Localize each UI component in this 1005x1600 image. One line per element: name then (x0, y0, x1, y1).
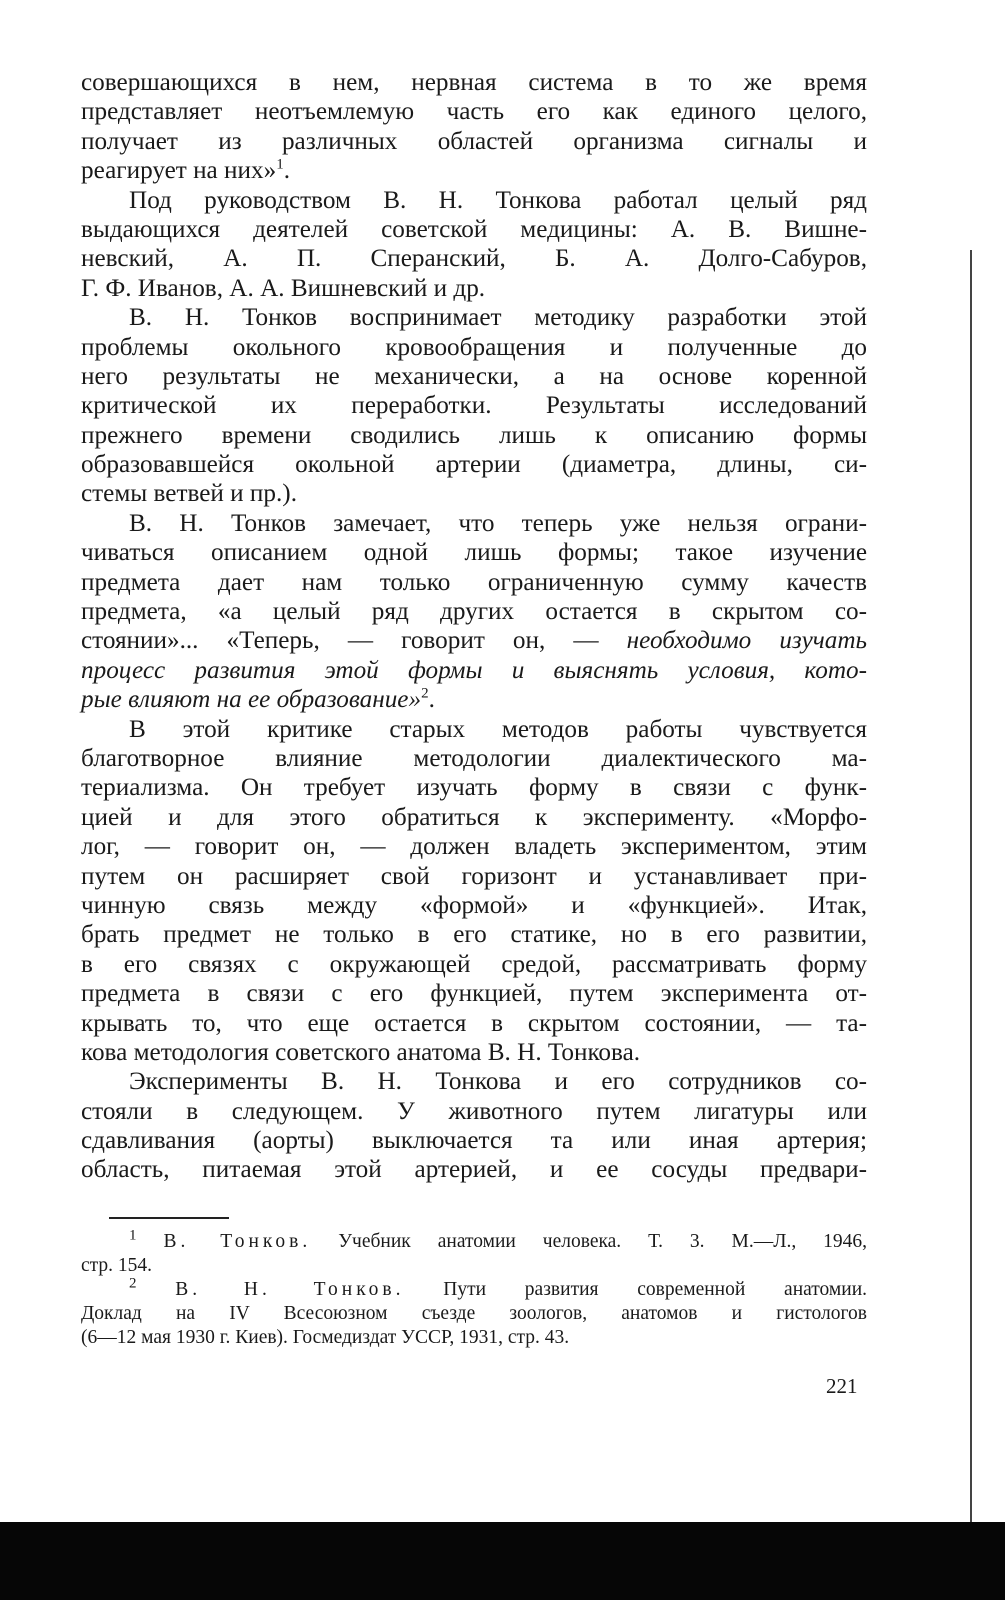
line-text: выдающихся деятелей советской медицины: А. В. Вишне- (81, 215, 867, 243)
line-text: сдавливания (аорты) выключается та или иная артерия; (81, 1127, 867, 1155)
text-line (81, 597, 867, 626)
text-line (81, 773, 867, 802)
line-text: лог, — говорит он, — должен владеть экспериментом, этим (81, 833, 867, 861)
scan-bottom-border (0, 1522, 1005, 1600)
line-text: образовавшейся окольной артерии (диаметра, длины, си- (81, 451, 867, 479)
line-text: проблемы окольного кровообращения и полученные до (81, 333, 867, 361)
line-text: Эксперименты В. Н. Тонкова и его сотрудников со- (129, 1068, 867, 1096)
line-text: стояли в следующем. У животного путем лигатуры или (81, 1097, 867, 1125)
text-line (81, 832, 867, 861)
footnote-line (81, 1254, 867, 1278)
line-text: В. Н. Тонков воспринимает методику разработки этой (129, 304, 867, 332)
line-text: совершающихся в нем, нервная система в то же время (81, 69, 867, 96)
text-line (81, 215, 867, 244)
footnote-divider (109, 1217, 229, 1219)
text-line (81, 274, 867, 303)
line-text: невский, А. П. Сперанский, Б. А. Долго-Сабуров, (81, 245, 867, 273)
footnote-author: В. Н. Тонков. (175, 1279, 405, 1300)
line-text: критической их переработки. Результаты исследований (81, 392, 867, 420)
footnote-text: Доклад на IV Всесоюзном съезде зоологов, анатомов и гистологов (81, 1303, 867, 1324)
text-line (81, 920, 867, 949)
text-line (81, 1155, 867, 1184)
line-text: Г. Ф. Иванов, А. А. Вишневский и др. (81, 274, 486, 302)
text-line (81, 303, 867, 332)
punctuation: . (428, 686, 435, 714)
line-text: путем он расширяет свой горизонт и устанавливает при- (81, 862, 867, 890)
page-edge-shadow (970, 250, 972, 1522)
line-text: предмета, «а целый ряд других остается в скрытом со- (81, 598, 867, 626)
footnote-text: Учебник анатомии человека. Т. 3. М.—Л., 1946, (338, 1231, 868, 1252)
text-line (81, 362, 867, 391)
line-text: получает из различных областей организма сигналы и (81, 127, 867, 155)
line-text: область, питаемая этой артерией, и ее сосуды предвари- (81, 1156, 867, 1184)
line-text: реагирует на них» (81, 157, 277, 185)
line-text: в его связях с окружающей средой, рассматривать форму (81, 950, 867, 978)
footnote-text: стр. 154. (81, 1255, 153, 1276)
main-text (81, 68, 867, 1185)
page-number: 221 (826, 1374, 858, 1398)
text-line (81, 509, 867, 538)
text-line (81, 1126, 867, 1155)
text-line (81, 715, 867, 744)
line-text: Под руководством В. Н. Тонкова работал целый ряд (129, 186, 867, 214)
text-line (81, 156, 867, 185)
footnote-author: В. Тонков. (163, 1231, 312, 1252)
text-line (81, 626, 867, 655)
text-line (81, 538, 867, 567)
text-line (81, 391, 867, 420)
text-line (81, 568, 867, 597)
line-text: териализма. Он требует изучать форму в связи с функ- (81, 774, 867, 802)
line-text: прежнего времени сводились лишь к описанию формы (81, 421, 867, 449)
text-line (81, 450, 867, 479)
footnote-line (81, 1275, 868, 1302)
text-line (81, 97, 867, 126)
text-line (81, 891, 867, 920)
line-text: цией и для этого обратиться к эксперименту. «Морфо- (81, 803, 867, 831)
line-text: крывать то, что еще остается в скрытом состоянии, — та- (81, 1009, 867, 1037)
line-text: стемы ветвей и пр.). (81, 480, 297, 508)
text-line (81, 656, 867, 685)
footnote-line (81, 1302, 867, 1326)
footnote-text: Пути развития современной анатомии. (443, 1279, 868, 1300)
line-text: брать предмет не только в его статике, но в его развитии, (81, 921, 867, 949)
line-text: стоянии»... «Теперь, — говорит он, — (81, 627, 599, 655)
text-line (81, 950, 867, 979)
text-line (81, 862, 867, 891)
text-line (81, 479, 867, 508)
text-line (81, 979, 867, 1008)
text-line (81, 186, 867, 215)
line-text: чинную связь между «формой» и «функцией». Итак, (81, 891, 867, 919)
italic-text: необходимо изучать (626, 627, 868, 655)
punctuation: . (283, 157, 290, 185)
line-text: В. Н. Тонков замечает, что теперь уже нельзя ограни- (129, 509, 867, 537)
line-text: представляет неотъемлемую часть его как единого целого, (81, 98, 867, 126)
text-line (81, 333, 867, 362)
text-line (81, 803, 867, 832)
footnote-ref: 2 (421, 685, 429, 702)
text-line (81, 1009, 867, 1038)
footnote-mark: 2 (129, 1275, 137, 1292)
line-text: благотворное влияние методологии диалектического ма- (81, 744, 867, 772)
text-line (81, 685, 867, 714)
text-line (81, 1097, 867, 1126)
footnote-line (81, 1227, 868, 1254)
line-text: предмета в связи с его функцией, путем эксперимента от- (81, 980, 867, 1008)
text-line (81, 744, 867, 773)
line-text: кова методология советского анатома В. Н. Тонкова. (81, 1038, 641, 1066)
line-text: него результаты не механически, а на основе коренной (81, 362, 867, 390)
line-text: рые влияют на ее образование» (81, 686, 422, 714)
text-line (81, 244, 867, 273)
line-text: процесс развития этой формы и выяснять условия, кото- (81, 656, 867, 684)
footnote-text: (6—12 мая 1930 г. Киев). Госмедиздат УССР, 1931, стр. 43. (81, 1327, 570, 1348)
text-line (81, 421, 867, 450)
footnote-mark: 1 (129, 1227, 137, 1244)
footnote-ref: 1 (276, 156, 284, 173)
footnotes (81, 1227, 868, 1350)
line-text: чиваться описанием одной лишь формы; такое изучение (81, 539, 867, 567)
text-line (81, 1067, 867, 1096)
footnote-line (81, 1326, 867, 1350)
line-text: предмета дает нам только ограниченную сумму качеств (81, 568, 867, 596)
line-text: В этой критике старых методов работы чувствуется (129, 715, 867, 743)
text-line (81, 68, 867, 97)
text-line (81, 127, 867, 156)
text-line (81, 1038, 867, 1067)
